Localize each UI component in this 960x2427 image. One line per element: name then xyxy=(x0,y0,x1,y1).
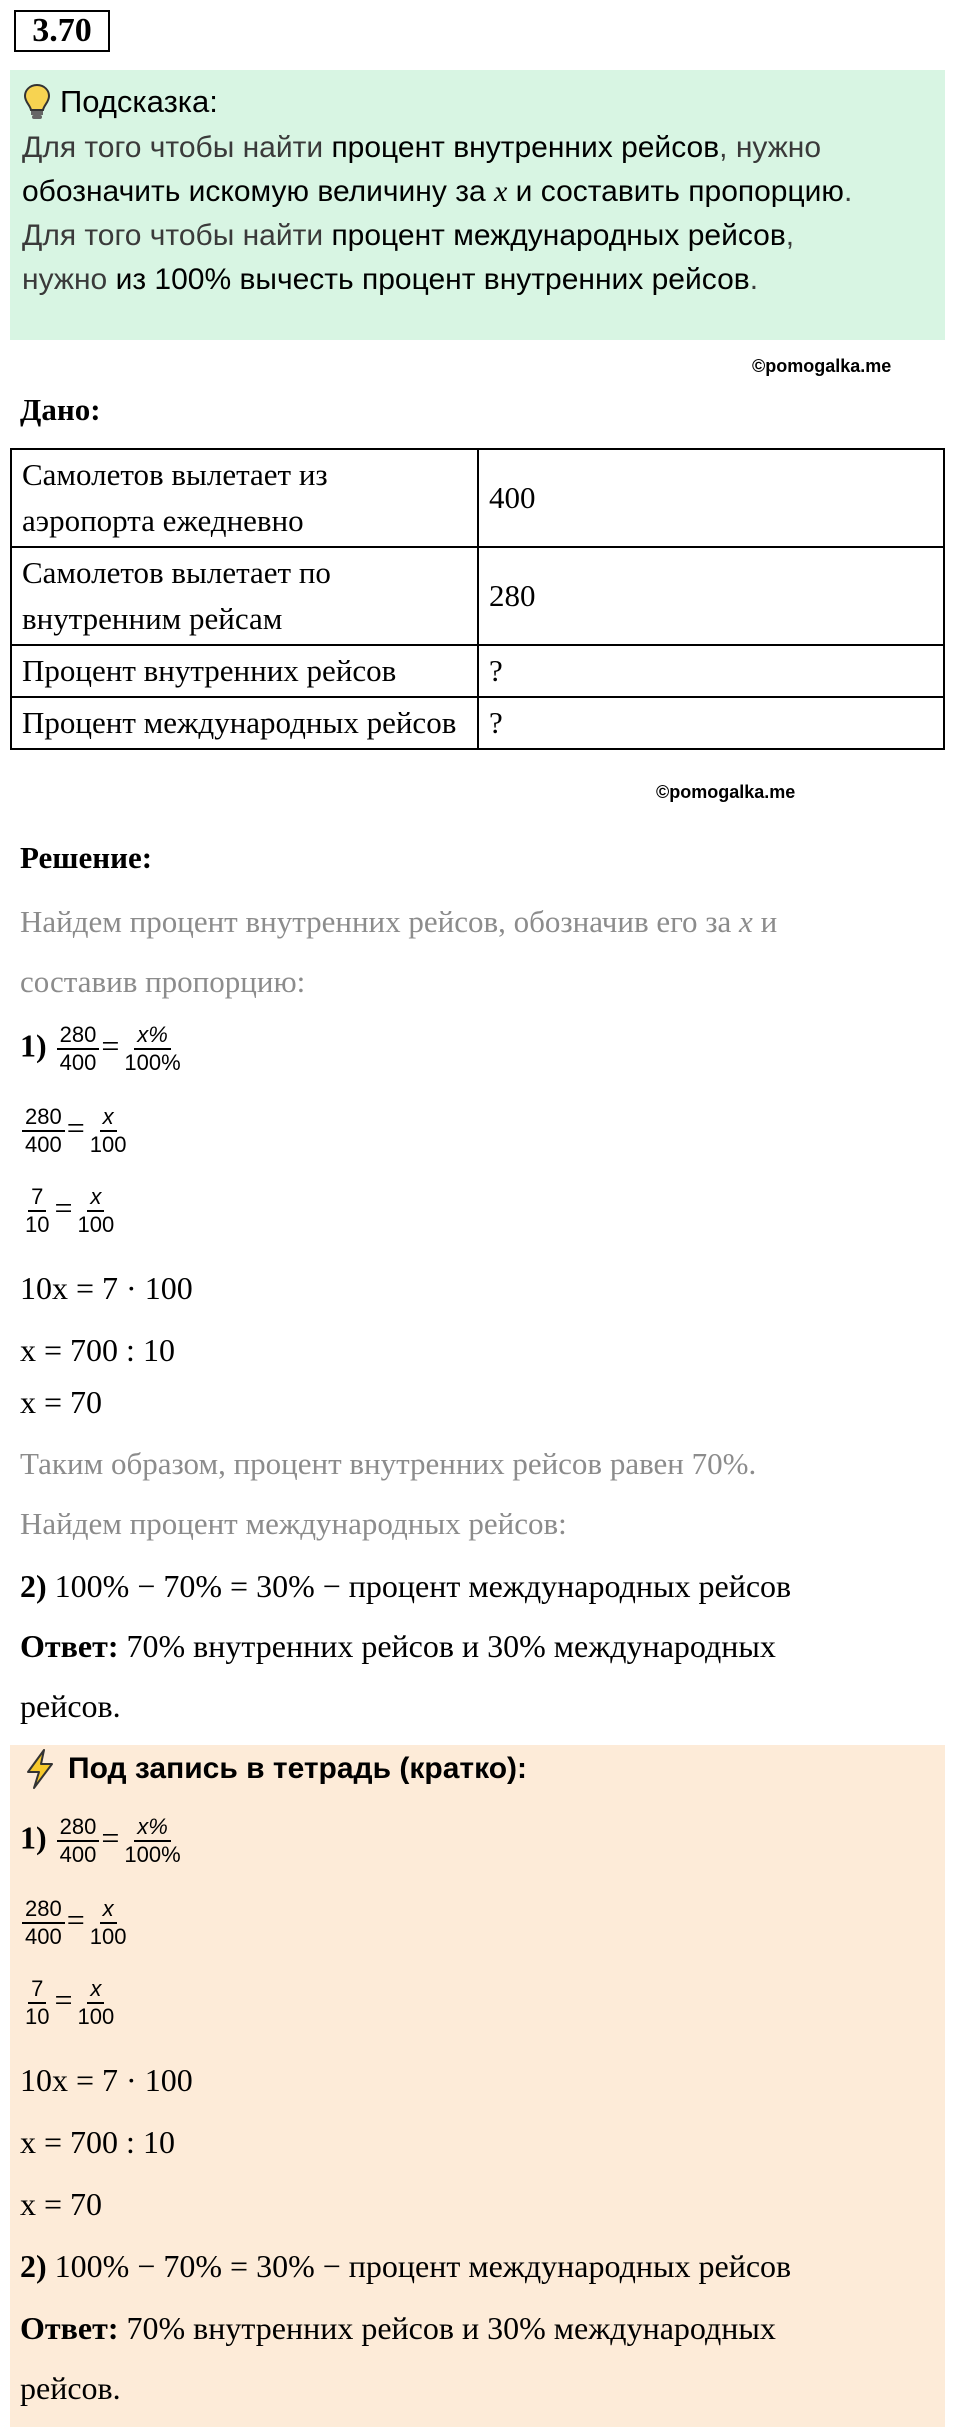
hint-line-4: нужно из 100% вычесть процент внутренних рейсов. xyxy=(22,263,759,296)
table-row xyxy=(11,449,944,547)
solution-intro-2: составив пропорцию: xyxy=(20,964,306,999)
hint-box xyxy=(10,70,945,340)
hint-line-1: Для того чтобы найти процент внутренних рейсов, нужно xyxy=(22,131,822,164)
table-row xyxy=(11,645,944,697)
equation-2: x = 700 : 10 xyxy=(20,1332,175,1368)
proportion-2: $\frac{280}{400}$ = $\frac{x}{100}$ xyxy=(20,1104,131,1158)
short-equation-2: x = 700 : 10 xyxy=(20,2124,175,2160)
short-step1-proportion: 1) $\frac{280}{400}$ = $\frac{x\%}{100\%}$ xyxy=(20,1814,181,1867)
proportion-3: $\frac{7}{10}$ = $\frac{x}{100}$ xyxy=(25,1184,115,1237)
table-cell: Процент внутренних рейсов xyxy=(11,645,478,697)
hint-line-3: Для того чтобы найти процент международных рейсов, xyxy=(22,219,795,252)
watermark: ©pomogalka.me xyxy=(656,782,796,802)
given-label: Дано: xyxy=(20,392,101,427)
short-note-title: Под запись в тетрадь (кратко): xyxy=(68,1752,528,1785)
table-cell: ? xyxy=(478,645,944,697)
conclusion: Таким образом, процент внутренних рейсов равен 70%. xyxy=(20,1446,757,1481)
table-cell: ? xyxy=(478,697,944,749)
answer-line-2: рейсов. xyxy=(20,1688,121,1724)
table-cell: 280 xyxy=(478,547,944,645)
hint-header xyxy=(22,78,933,126)
table-cell: Самолетов вылетает из аэропорта ежедневно xyxy=(11,449,478,547)
short-note-header xyxy=(22,1748,527,1790)
answer: Ответ: 70% внутренних рейсов и 30% международных xyxy=(20,1628,776,1664)
solution-label: Решение: xyxy=(20,840,153,875)
hint-title: Подсказка: xyxy=(60,84,218,119)
equation-3: x = 70 xyxy=(20,1384,103,1420)
table-cell: Процент международных рейсов xyxy=(11,697,478,749)
equation-1: 10x = 7 · 100 xyxy=(20,1270,193,1306)
given-table xyxy=(10,448,945,750)
hint-line-2: обозначить искомую величину за x и составить пропорцию. xyxy=(22,175,853,208)
step1-proportion: 1) $\frac{280}{400}$ = $\frac{x\%}{100\%}$ xyxy=(20,1022,181,1075)
table-row xyxy=(11,547,944,645)
lightning-icon xyxy=(22,1748,58,1790)
table-row xyxy=(11,697,944,749)
solution-intro-3: Найдем процент международных рейсов: xyxy=(20,1506,567,1541)
short-proportion-3: $\frac{7}{10}$ = $\frac{x}{100}$ xyxy=(25,1976,115,2029)
short-step2: 2) 100% − 70% = 30% − процент международных рейсов xyxy=(20,2248,792,2284)
table-cell: Самолетов вылетает по внутренним рейсам xyxy=(11,547,478,645)
short-answer-line-2: рейсов. xyxy=(20,2370,121,2406)
table-cell: 400 xyxy=(478,449,944,547)
task-number: 3.70 xyxy=(14,10,110,52)
lightbulb-icon xyxy=(22,83,52,121)
short-equation-1: 10x = 7 · 100 xyxy=(20,2062,193,2098)
short-answer: Ответ: 70% внутренних рейсов и 30% международных xyxy=(20,2310,776,2346)
solution-intro: Найдем процент внутренних рейсов, обозначив его за x и xyxy=(20,904,778,939)
watermark: ©pomogalka.me xyxy=(752,356,892,376)
short-equation-3: x = 70 xyxy=(20,2186,103,2222)
step2: 2) 100% − 70% = 30% − процент международных рейсов xyxy=(20,1568,792,1604)
short-proportion-2: $\frac{280}{400}$ = $\frac{x}{100}$ xyxy=(20,1896,131,1950)
